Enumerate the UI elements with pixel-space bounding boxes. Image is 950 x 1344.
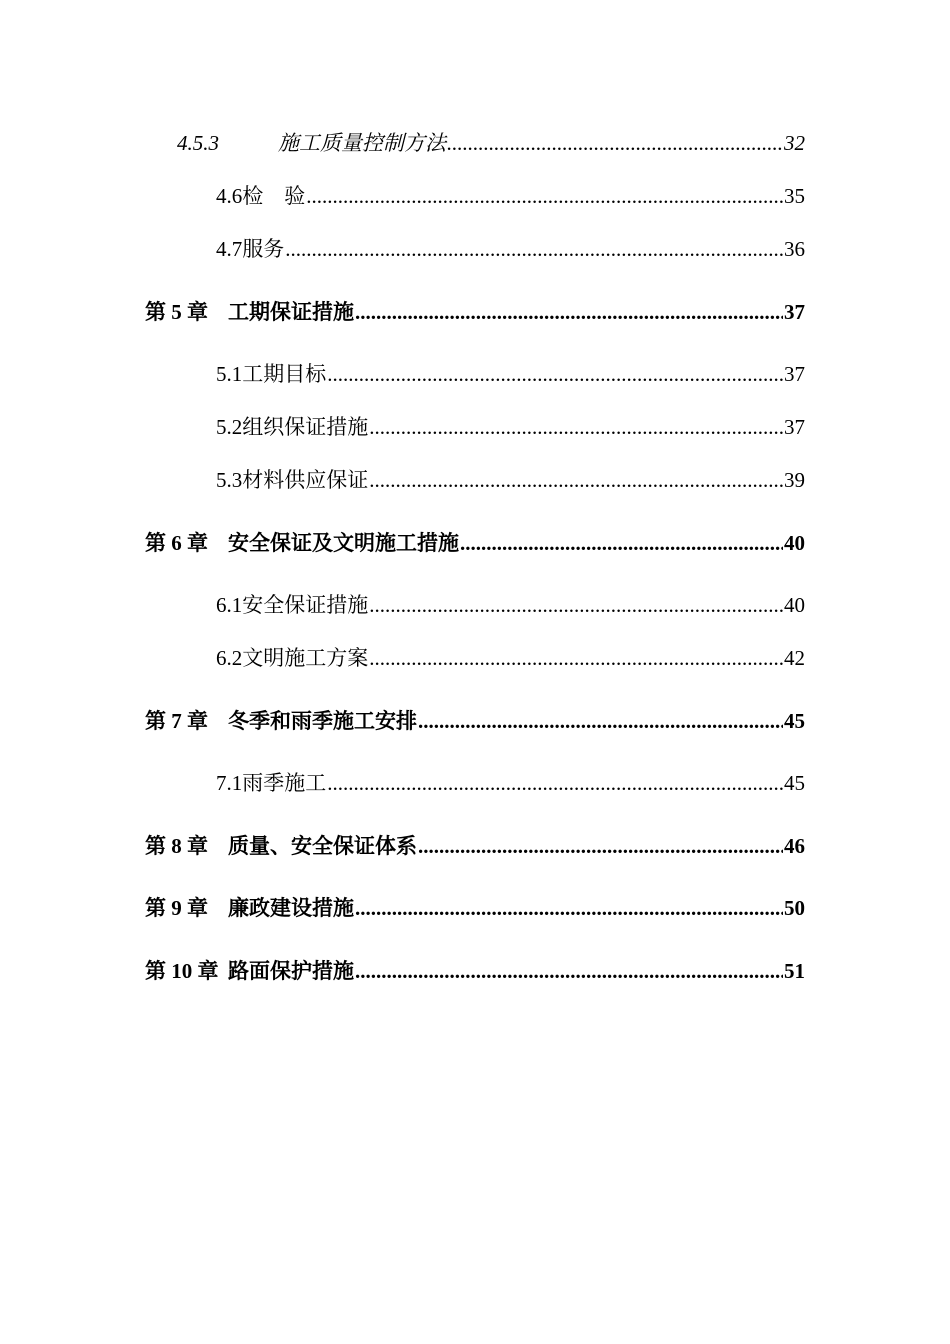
toc-entry-5-3[interactable] <box>216 467 805 493</box>
toc-entry-page: 35 <box>784 184 805 208</box>
toc-entry-title: 材料供应保证 <box>242 468 369 492</box>
toc-entry-page: 36 <box>784 237 805 261</box>
toc-chapter-number: 第 7 章 <box>145 709 208 733</box>
toc-entry-page: 46 <box>784 834 805 858</box>
toc-entry-title: 冬季和雨季施工安排 <box>228 709 417 733</box>
toc-entry-number: 6.2 <box>216 646 243 670</box>
toc-dot-leader <box>460 530 783 556</box>
toc-dot-leader <box>418 708 783 734</box>
toc-dot-leader <box>327 770 783 796</box>
toc-entry-title: 路面保护措施 <box>228 959 354 983</box>
toc-entry-4-7[interactable] <box>216 236 805 262</box>
toc-entry-title: 质量、安全保证体系 <box>228 834 417 858</box>
toc-dot-leader <box>369 645 783 671</box>
toc-entry-page: 37 <box>784 300 805 324</box>
toc-entry-title: 安全保证措施 <box>242 593 369 617</box>
toc-dot-leader <box>447 130 783 156</box>
toc-entry-title: 文明施工方案 <box>242 646 369 670</box>
toc-entry-title: 雨季施工 <box>242 771 327 795</box>
toc-dot-leader <box>306 183 783 209</box>
toc-chapter-number: 第 9 章 <box>145 896 208 920</box>
toc-entry-title: 工期保证措施 <box>228 300 354 324</box>
toc-entry-page: 45 <box>784 709 805 733</box>
toc-entry-4-5-3[interactable] <box>177 130 805 156</box>
toc-dot-leader <box>369 414 783 440</box>
toc-entry-page: 39 <box>784 468 805 492</box>
toc-entry-chapter-10[interactable] <box>145 958 805 984</box>
toc-chapter-number: 第 8 章 <box>145 834 208 858</box>
toc-dot-leader <box>355 299 783 325</box>
toc-entry-5-1[interactable] <box>216 361 805 387</box>
toc-dot-leader <box>418 833 783 859</box>
toc-entry-title: 服务 <box>242 237 285 261</box>
toc-entry-number: 5.1 <box>216 362 243 386</box>
toc-entry-page: 40 <box>784 531 805 555</box>
toc-entry-page: 42 <box>784 646 805 670</box>
toc-entry-chapter-7[interactable] <box>145 708 805 734</box>
toc-entry-7-1[interactable] <box>216 770 805 796</box>
toc-entry-page: 45 <box>784 771 805 795</box>
toc-dot-leader <box>369 467 783 493</box>
toc-dot-leader <box>369 592 783 618</box>
toc-entry-number: 6.1 <box>216 593 243 617</box>
toc-entry-page: 51 <box>784 959 805 983</box>
toc-entry-chapter-5[interactable] <box>145 299 805 325</box>
toc-entry-title: 组织保证措施 <box>242 415 369 439</box>
toc-chapter-number: 第 10 章 <box>145 959 219 983</box>
toc-chapter-number: 第 6 章 <box>145 531 208 555</box>
toc-entry-number: 4.6 <box>216 184 243 208</box>
toc-entry-chapter-6[interactable] <box>145 530 805 556</box>
toc-entry-number: 7.1 <box>216 771 243 795</box>
toc-dot-leader <box>327 361 783 387</box>
toc-entry-page: 40 <box>784 593 805 617</box>
toc-entry-number: 5.3 <box>216 468 243 492</box>
toc-entry-6-1[interactable] <box>216 592 805 618</box>
toc-entry-title: 廉政建设措施 <box>228 896 354 920</box>
toc-dot-leader <box>285 236 783 262</box>
toc-entry-title: 检 验 <box>242 184 306 208</box>
toc-dot-leader <box>355 958 783 984</box>
toc-entry-page: 50 <box>784 896 805 920</box>
toc-entry-chapter-8[interactable] <box>145 833 805 859</box>
toc-entry-page: 32 <box>784 131 805 155</box>
toc-entry-number: 5.2 <box>216 415 243 439</box>
toc-entry-page: 37 <box>784 415 805 439</box>
toc-entry-number: 4.7 <box>216 237 243 261</box>
toc-entry-4-6[interactable] <box>216 183 805 209</box>
toc-entry-page: 37 <box>784 362 805 386</box>
toc-entry-5-2[interactable] <box>216 414 805 440</box>
toc-entry-6-2[interactable] <box>216 645 805 671</box>
toc-entry-title: 安全保证及文明施工措施 <box>228 531 459 555</box>
toc-dot-leader <box>355 895 783 921</box>
toc-entry-title: 工期目标 <box>242 362 327 386</box>
toc-entry-number: 4.5.3 <box>177 131 219 155</box>
toc-entry-chapter-9[interactable] <box>145 895 805 921</box>
toc-chapter-number: 第 5 章 <box>145 300 208 324</box>
toc-entry-title: 施工质量控制方法 <box>278 131 446 155</box>
